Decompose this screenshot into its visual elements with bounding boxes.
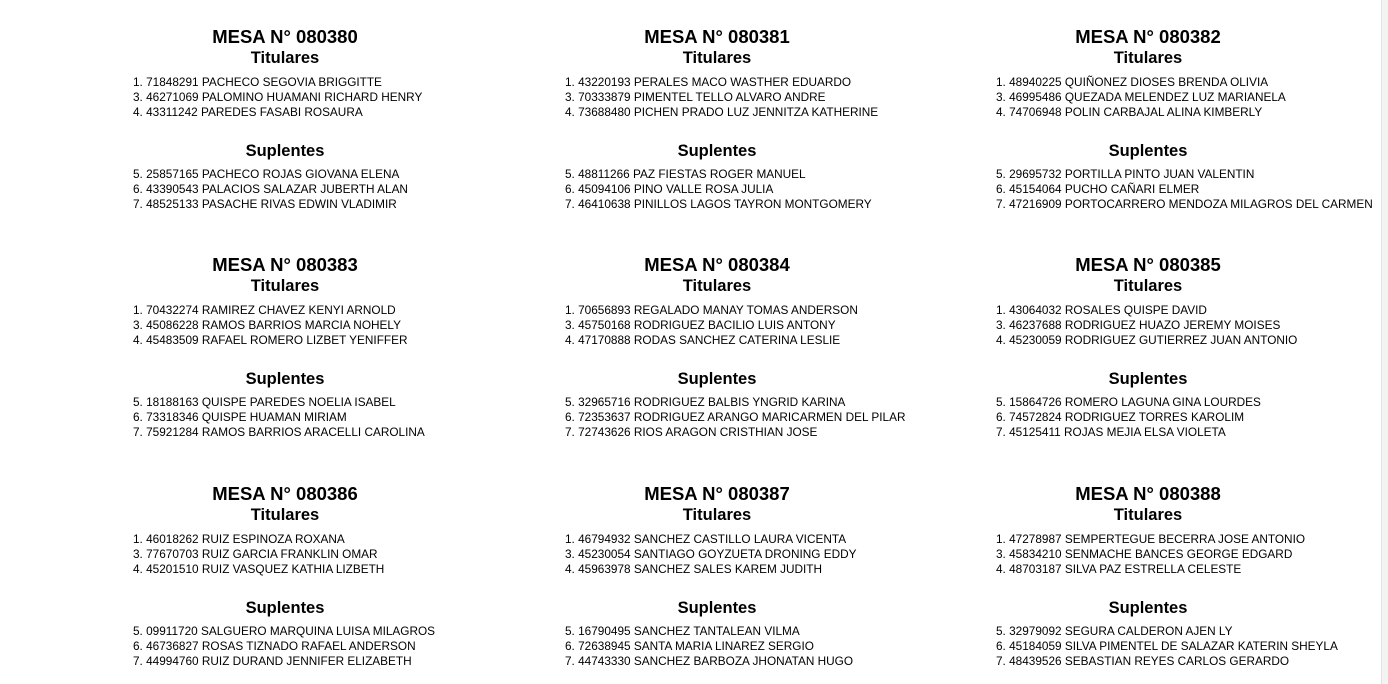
mesa-title [70, 26, 500, 48]
titular-member: 3. 45834210 SENMACHE BANCES GEORGE EDGARD [996, 546, 1293, 561]
mesa-number: 080387 [728, 483, 790, 504]
suplentes-heading: Suplentes [245, 370, 325, 389]
suplentes-list [502, 395, 932, 439]
vertical-scrollbar[interactable] [1381, 0, 1388, 684]
suplentes-list [70, 395, 500, 439]
mesa-prefix: MESA N° [644, 254, 723, 275]
mesa-number: 080386 [296, 483, 358, 504]
spacer [502, 68, 932, 75]
titular-member: 4. 74706948 POLIN CARBAJAL ALINA KIMBERLY [996, 104, 1263, 119]
titular-member: 1. 70432274 RAMIREZ CHAVEZ KENYI ARNOLD [133, 303, 396, 317]
suplentes-heading: Suplentes [677, 142, 757, 161]
titulares-list [70, 303, 500, 347]
suplente-member: 6. 43390543 PALACIOS SALAZAR JUBERTH ALAN [133, 182, 408, 197]
suplentes-heading: Suplentes [245, 599, 325, 618]
titular-member: 3. 45086228 RAMOS BARRIOS MARCIA NOHELY [133, 317, 401, 332]
titular-member: 1. 46018262 RUIZ ESPINOZA ROXANA [133, 532, 345, 546]
suplente-member: 5. 29695732 PORTILLA PINTO JUAN VALENTIN [996, 167, 1255, 182]
titular-member: 3. 45750168 RODRIGUEZ BACILIO LUIS ANTONY [565, 317, 836, 332]
titulares-heading: Titulares [1113, 277, 1183, 295]
mesa-title [70, 254, 500, 276]
titulares-heading: Titulares [250, 277, 320, 295]
titulares-list [502, 303, 932, 347]
mesa-block [502, 26, 932, 212]
suplentes-heading: Suplentes [245, 142, 325, 161]
suplente-member: 5. 48811266 PAZ FIESTAS ROGER MANUEL [565, 167, 806, 182]
titulares-heading: Titulares [250, 506, 320, 524]
titulares-heading: Titulares [250, 49, 320, 67]
suplente-member: 6. 74572824 RODRIGUEZ TORRES KAROLIM [996, 410, 1245, 425]
titulares-list [70, 532, 500, 576]
suplente-member: 7. 72743626 RIOS ARAGON CRISTHIAN JOSE [565, 424, 818, 439]
titulares-list [502, 75, 932, 119]
suplente-member: 7. 46410638 PINILLOS LAGOS TAYRON MONTGOMERY [565, 196, 872, 211]
spacer [933, 525, 1363, 532]
suplentes-list [933, 624, 1363, 668]
suplentes-list [933, 167, 1373, 211]
mesa-prefix: MESA N° [212, 254, 291, 275]
titular-member: 4. 45483509 RAFAEL ROMERO LIZBET YENIFFER [133, 332, 408, 347]
suplente-member: 7. 48525133 PASACHE RIVAS EDWIN VLADIMIR [133, 196, 397, 211]
spacer [933, 68, 1363, 75]
titular-member: 4. 73688480 PICHEN PRADO LUZ JENNITZA KATHERINE [565, 104, 879, 119]
titular-member: 4. 45201510 RUIZ VASQUEZ KATHIA LIZBETH [133, 561, 385, 576]
suplente-member: 7. 47216909 PORTOCARRERO MENDOZA MILAGROS DEL CARMEN [996, 196, 1373, 211]
spacer [933, 347, 1363, 369]
mesa-block [933, 26, 1373, 212]
suplentes-heading: Suplentes [677, 599, 757, 618]
mesa-title [70, 483, 500, 505]
titular-member: 3. 77670703 RUIZ GARCIA FRANKLIN OMAR [133, 546, 378, 561]
mesa-title [502, 26, 932, 48]
titulares-heading: Titulares [682, 49, 752, 67]
mesa-block [502, 483, 932, 669]
suplente-member: 7. 44994760 RUIZ DURAND JENNIFER ELIZABETH [133, 653, 412, 668]
spacer [502, 525, 932, 532]
suplente-member: 6. 73318346 QUISPE HUAMAN MIRIAM [133, 410, 347, 425]
mesa-block [70, 483, 500, 669]
spacer [933, 119, 1363, 141]
mesa-number: 080383 [296, 254, 358, 275]
titulares-heading: Titulares [1113, 506, 1183, 524]
mesa-title [933, 254, 1363, 276]
titular-member: 3. 46995486 QUEZADA MELENDEZ LUZ MARIANELA [996, 89, 1286, 104]
suplente-member: 5. 25857165 PACHECO ROJAS GIOVANA ELENA [133, 167, 400, 182]
spacer [70, 119, 500, 141]
mesa-number: 080388 [1159, 483, 1221, 504]
mesa-prefix: MESA N° [644, 483, 723, 504]
mesa-number: 080382 [1159, 26, 1221, 47]
suplentes-list [502, 167, 932, 211]
spacer [70, 68, 500, 75]
titulares-list [70, 75, 500, 119]
suplentes-list [70, 624, 500, 668]
mesa-number: 080381 [728, 26, 790, 47]
suplentes-list [502, 624, 932, 668]
titular-member: 4. 45230059 RODRIGUEZ GUTIERREZ JUAN ANTONIO [996, 332, 1298, 347]
suplente-member: 5. 09911720 SALGUERO MARQUINA LUISA MILAGROS [133, 624, 436, 639]
suplentes-heading: Suplentes [677, 370, 757, 389]
mesa-block [70, 26, 500, 212]
mesa-prefix: MESA N° [1075, 26, 1154, 47]
suplentes-list [933, 395, 1363, 439]
suplentes-heading: Suplentes [1108, 599, 1188, 618]
mesa-title [502, 483, 932, 505]
mesa-block [502, 254, 932, 440]
spacer [502, 296, 932, 303]
spacer [70, 347, 500, 369]
titular-member: 1. 46794932 SANCHEZ CASTILLO LAURA VICENTA [565, 532, 847, 546]
titular-member: 1. 47278987 SEMPERTEGUE BECERRA JOSE ANTONIO [996, 532, 1306, 546]
titular-member: 3. 46271069 PALOMINO HUAMANI RICHARD HENRY [133, 89, 423, 104]
suplente-member: 5. 15864726 ROMERO LAGUNA GINA LOURDES [996, 395, 1261, 410]
suplentes-heading: Suplentes [1108, 370, 1188, 389]
titular-member: 3. 45230054 SANTIAGO GOYZUETA DRONING EDDY [565, 546, 857, 561]
suplente-member: 5. 18188163 QUISPE PAREDES NOELIA ISABEL [133, 395, 396, 410]
suplente-member: 6. 46736827 ROSAS TIZNADO RAFAEL ANDERSON [133, 639, 416, 654]
suplentes-heading: Suplentes [1108, 142, 1188, 161]
titular-member: 4. 45963978 SANCHEZ SALES KAREM JUDITH [565, 561, 823, 576]
titulares-list [933, 532, 1363, 576]
suplente-member: 5. 32965716 RODRIGUEZ BALBIS YNGRID KARINA [565, 395, 846, 410]
mesa-prefix: MESA N° [212, 26, 291, 47]
titular-member: 1. 48940225 QUIÑONEZ DIOSES BRENDA OLIVIA [996, 75, 1269, 89]
spacer [502, 576, 932, 598]
mesa-title [933, 26, 1363, 48]
suplente-member: 6. 45094106 PINO VALLE ROSA JULIA [565, 182, 774, 197]
mesa-block [933, 254, 1363, 440]
titulares-list [502, 532, 932, 576]
suplente-member: 6. 72638945 SANTA MARIA LINAREZ SERGIO [565, 639, 814, 654]
titular-member: 4. 43311242 PAREDES FASABI ROSAURA [133, 104, 363, 119]
spacer [70, 576, 500, 598]
mesa-number: 080384 [728, 254, 790, 275]
mesa-block [70, 254, 500, 440]
titular-member: 1. 43064032 ROSALES QUISPE DAVID [996, 303, 1207, 317]
suplente-member: 7. 45125411 ROJAS MEJIA ELSA VIOLETA [996, 424, 1226, 439]
titulares-heading: Titulares [1113, 49, 1183, 67]
mesa-block [933, 483, 1363, 669]
titulares-heading: Titulares [682, 506, 752, 524]
mesa-title [502, 254, 932, 276]
suplente-member: 6. 45184059 SILVA PIMENTEL DE SALAZAR KATERIN SHEYLA [996, 639, 1338, 654]
mesa-number: 080385 [1159, 254, 1221, 275]
suplente-member: 7. 75921284 RAMOS BARRIOS ARACELLI CAROLINA [133, 424, 425, 439]
spacer [933, 296, 1363, 303]
spacer [502, 347, 932, 369]
mesa-prefix: MESA N° [1075, 254, 1154, 275]
titular-member: 1. 70656893 REGALADO MANAY TOMAS ANDERSON [565, 303, 858, 317]
mesa-prefix: MESA N° [1075, 483, 1154, 504]
spacer [502, 119, 932, 141]
suplente-member: 6. 45154064 PUCHO CAÑARI ELMER [996, 182, 1200, 197]
spacer [933, 576, 1363, 598]
mesa-prefix: MESA N° [212, 483, 291, 504]
mesa-prefix: MESA N° [644, 26, 723, 47]
titulares-list [933, 75, 1363, 119]
suplente-member: 5. 16790495 SANCHEZ TANTALEAN VILMA [565, 624, 800, 639]
titular-member: 3. 70333879 PIMENTEL TELLO ALVARO ANDRE [565, 89, 826, 104]
titular-member: 3. 46237688 RODRIGUEZ HUAZO JEREMY MOISES [996, 317, 1281, 332]
titular-member: 1. 71848291 PACHECO SEGOVIA BRIGGITTE [133, 75, 382, 89]
suplente-member: 7. 48439526 SEBASTIAN REYES CARLOS GERARDO [996, 653, 1290, 668]
suplente-member: 7. 44743330 SANCHEZ BARBOZA JHONATAN HUGO [565, 653, 854, 668]
suplente-member: 6. 72353637 RODRIGUEZ ARANGO MARICARMEN DEL PILAR [565, 410, 906, 425]
titulares-list [933, 303, 1363, 347]
suplentes-list [70, 167, 500, 211]
suplente-member: 5. 32979092 SEGURA CALDERON AJEN LY [996, 624, 1233, 639]
titular-member: 4. 47170888 RODAS SANCHEZ CATERINA LESLIE [565, 332, 841, 347]
spacer [70, 525, 500, 532]
mesa-number: 080380 [296, 26, 358, 47]
titular-member: 1. 43220193 PERALES MACO WASTHER EDUARDO [565, 75, 852, 89]
spacer [70, 296, 500, 303]
titular-member: 4. 48703187 SILVA PAZ ESTRELLA CELESTE [996, 561, 1242, 576]
mesa-title [933, 483, 1363, 505]
titulares-heading: Titulares [682, 277, 752, 295]
